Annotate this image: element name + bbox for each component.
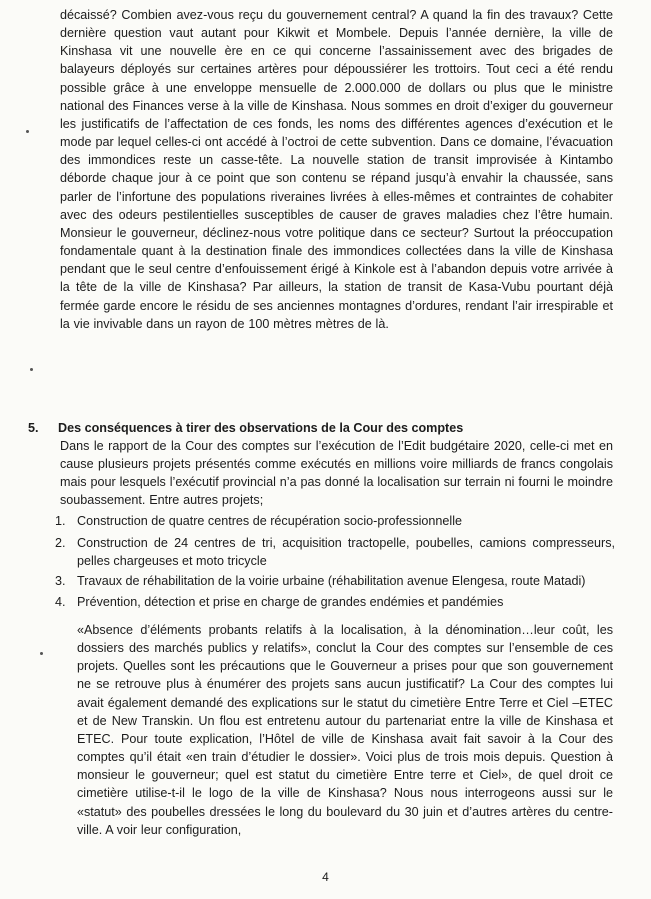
list-item-number: 2. bbox=[55, 536, 66, 551]
list-item-text: Construction de quatre centres de récupération socio-professionnelle bbox=[77, 514, 463, 528]
list-item-number: 3. bbox=[55, 574, 66, 589]
list-item bbox=[55, 512, 615, 530]
list-item-number: 1. bbox=[55, 514, 66, 528]
margin-mark bbox=[30, 368, 33, 371]
list-item bbox=[55, 593, 615, 611]
list-item bbox=[55, 534, 615, 570]
paragraph-court-report: Dans le rapport de la Cour des comptes sur l’exécution de l’Edit budgétaire 2020, celle-ci met en cause plusieurs projets présentés comme exécutés en millions voire milliards de francs congolais mais pour lesquels l’exécutif provincial n’a pas donné la localisation sur terrain ni fourni le moindre soubassement. Entre autres projets; bbox=[60, 439, 613, 508]
margin-mark bbox=[40, 652, 43, 655]
list-item-text: Travaux de réhabilitation de la voirie urbaine (réhabilitation avenue Elengesa, route Matadi) bbox=[77, 574, 586, 589]
margin-mark bbox=[26, 130, 29, 133]
paragraph-conclusion: «Absence d’éléments probants relatifs à la localisation, à la dénomination…leur coût, les dossiers des marchés publics y relatifs», conclut la Cour des comptes sur l’ensemble de ces projets. Quelles sont les précautions que le Gouverneur a prises pour que son gouvernement ne se retrouve plus à énumérer des projets sans aucun justificatif? La Cour des comptes lui avait également demandé des explications sur le statut du cimetière Entre Terre et Ciel –ETEC et de New Transkin. Un flou est entretenu autour du partenariat entre la ville de Kinshasa et ETEC. Pour toute explication, l’Hôtel de ville de Kinshasa avait fait savoir à la Cour des comptes qu’il était «en train d’étudier le dossier». Voici plus de trois mois depuis. Question à monsieur le gouverneur; quel est statut du cimetière Entre terre et Ciel», de quel droit ce cimetière utilise-t-il le logo de la ville de Kinshasa? Nous nous interrogeons aussi sur le «statut» des poubelles dressées le long du boulevard du 30 juin et d’autres artères du centre-ville. A voir leur configuration, bbox=[77, 623, 613, 837]
section-heading bbox=[28, 419, 618, 437]
list-item bbox=[55, 572, 615, 590]
list-item-number: 4. bbox=[55, 594, 66, 609]
page-number: 4 bbox=[322, 870, 329, 884]
section-title: Des conséquences à tirer des observations de la Cour des comptes bbox=[58, 421, 464, 435]
list-item-text: Construction de 24 centres de tri, acquisition tractopelle, poubelles, camions compresseurs, pelles chargeuses et moto tricycle bbox=[77, 536, 615, 569]
paragraph-sanitation: décaissé? Combien avez-vous reçu du gouvernement central? A quand la fin des travaux? Cette dernière question vaut autant pour Kikwit et Mombele. Depuis l’année dernière, la ville de Kinshasa vit une nouvelle ère en ce qui concerne l’assainissement avec des brigades de balayeurs déployés sur certaines artères pour dépoussiérer les trottoirs. Tout ceci a été rendu possible grâce à une enveloppe mensuelle de 2.000.000 de dollars ou plus que le ministre national des Finances verse à la ville de Kinshasa. Nous sommes en droit d’exiger du gouverneur les justificatifs de l’affectation de ces fonds, les noms des différentes agences d’exécution et le mode par lequel celles-ci ont accédé à l’octroi de cette subvention. Dans ce domaine, l’évacuation des immondices reste un casse-tête. La nouvelle station de transit improvisée à Kintambo déborde chaque jour à ce point que son contenu se répand jusqu’à envahir la chaussée, sans parler de l’infortune des populations riveraines livrées à elles-mêmes et contraintes de cohabiter avec des odeurs pestilentielles susceptibles de causer de graves maladies chez l’être humain. Monsieur le gouverneur, déclinez-nous votre politique dans ce secteur? Surtout la préoccupation fondamentale quant à la destination finale des immondices collectées dans la ville de Kinshasa pendant que le seul centre d’enfouissement érigé à Kinkole est à l’abandon depuis votre arrivée à la tête de la ville de Kinshasa? Par ailleurs, la station de transit de Kasa-Vubu pourtant déjà fermée garde encore le résidu de ses anciennes montagnes d’ordures, rendant l’air irrespirable et la vie invivable dans un rayon de 100 mètres mètres de là. bbox=[60, 8, 613, 331]
list-item-text: Prévention, détection et prise en charge de grandes endémies et pandémies bbox=[77, 594, 504, 609]
projects-list bbox=[55, 512, 615, 613]
section-number: 5. bbox=[28, 421, 39, 435]
